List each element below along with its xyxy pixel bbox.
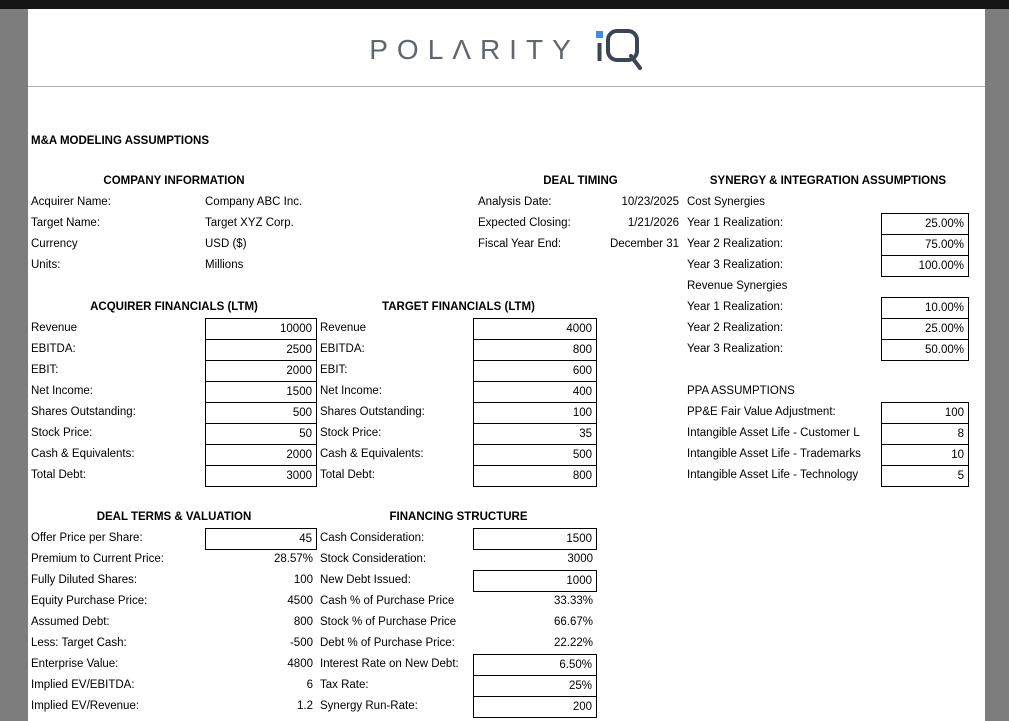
input-cell[interactable]: 45	[205, 528, 317, 550]
input-cell[interactable]: 5	[881, 465, 969, 487]
row-label: Cash & Equivalents:	[31, 448, 135, 460]
row-label: Year 1 Realization:	[687, 217, 784, 229]
value-cell: 4500	[287, 595, 313, 607]
row-label: Less: Target Cash:	[31, 637, 127, 649]
input-cell[interactable]: 75.00%	[881, 234, 969, 256]
row-label: Target Name:	[31, 217, 101, 229]
value-cell: 22.22%	[553, 637, 593, 649]
row-label: Intangible Asset Life - Customer L	[687, 427, 860, 439]
row-label: Units:	[31, 259, 61, 271]
input-cell[interactable]: 10000	[205, 318, 317, 340]
value-cell: 28.57%	[273, 553, 313, 565]
value-cell: 4800	[287, 658, 313, 670]
value-cell: -500	[289, 637, 313, 649]
value-cell: Company ABC Inc.	[205, 196, 303, 208]
row-label: Intangible Asset Life - Technology	[687, 469, 859, 481]
row-label: Stock Consideration:	[320, 553, 427, 565]
input-cell[interactable]: 100	[881, 402, 969, 424]
value-cell: 100	[293, 574, 313, 586]
page-title: M&A MODELING ASSUMPTIONS	[31, 135, 210, 147]
row-label: Offer Price per Share:	[31, 532, 143, 544]
row-label: Tax Rate:	[320, 679, 369, 691]
value-cell: 33.33%	[553, 595, 593, 607]
row-label: Analysis Date:	[478, 196, 552, 208]
value-cell: 10/23/2025	[621, 196, 679, 208]
row-label: Cash & Equivalents:	[320, 448, 424, 460]
row-label: Stock % of Purchase Price	[320, 616, 457, 628]
input-cell[interactable]: 200	[473, 696, 597, 718]
row-label: Shares Outstanding:	[320, 406, 425, 418]
row-label: EBITDA:	[320, 343, 365, 355]
section-header-deal-terms: DEAL TERMS & VALUATION	[96, 511, 252, 523]
input-cell[interactable]: 50	[205, 423, 317, 445]
input-cell[interactable]: 25.00%	[881, 213, 969, 235]
row-label: Implied EV/Revenue:	[31, 700, 140, 712]
subsection-label-revenue-synergies: Revenue Synergies	[687, 280, 788, 292]
logo-wordmark: POLΛRITY	[369, 34, 580, 65]
row-label: Synergy Run-Rate:	[320, 700, 418, 712]
spreadsheet-canvas	[28, 9, 985, 721]
value-cell: 1/21/2026	[627, 217, 679, 229]
input-cell[interactable]: 50.00%	[881, 339, 969, 361]
input-cell[interactable]: 1500	[205, 381, 317, 403]
row-label: Year 3 Realization:	[687, 343, 784, 355]
row-label: Intangible Asset Life - Trademarks	[687, 448, 861, 460]
row-label: Net Income:	[320, 385, 382, 397]
row-label: Premium to Current Price:	[31, 553, 164, 565]
value-cell: USD ($)	[205, 238, 247, 250]
input-cell[interactable]: 35	[473, 423, 597, 445]
value-cell: 6	[306, 679, 313, 691]
input-cell[interactable]: 1500	[473, 528, 597, 550]
row-label: New Debt Issued:	[320, 574, 411, 586]
input-cell[interactable]: 500	[473, 444, 597, 466]
section-header-synergy: SYNERGY & INTEGRATION ASSUMPTIONS	[709, 175, 947, 187]
value-cell: Millions	[205, 259, 244, 271]
company-logo	[28, 25, 985, 75]
row-label: Year 2 Realization:	[687, 238, 784, 250]
row-label: Assumed Debt:	[31, 616, 110, 628]
row-label: Total Debt:	[320, 469, 375, 481]
row-label: Stock Price:	[320, 427, 382, 439]
row-label: Acquirer Name:	[31, 196, 111, 208]
input-cell[interactable]: 6.50%	[473, 654, 597, 676]
input-cell[interactable]: 8	[881, 423, 969, 445]
input-cell[interactable]: 10.00%	[881, 297, 969, 319]
row-label: Stock Price:	[31, 427, 93, 439]
row-label: Interest Rate on New Debt:	[320, 658, 459, 670]
input-cell[interactable]: 400	[473, 381, 597, 403]
row-label: Cash % of Purchase Price	[320, 595, 455, 607]
row-label: Revenue	[320, 322, 367, 334]
header-divider	[28, 86, 985, 87]
section-header-deal-timing: DEAL TIMING	[543, 175, 618, 187]
input-cell[interactable]: 100	[473, 402, 597, 424]
polarity-iq-logo-icon	[594, 28, 644, 72]
value-cell: 1.2	[297, 700, 313, 712]
value-cell: Target XYZ Corp.	[205, 217, 294, 229]
row-label: EBIT:	[320, 364, 348, 376]
input-cell[interactable]: 800	[473, 465, 597, 487]
window-top-bar	[0, 0, 1009, 9]
input-cell[interactable]: 2500	[205, 339, 317, 361]
section-header-financing-structure: FINANCING STRUCTURE	[389, 511, 528, 523]
value-cell: 800	[293, 616, 313, 628]
row-label: Currency	[31, 238, 78, 250]
input-cell[interactable]: 600	[473, 360, 597, 382]
row-label: Fully Diluted Shares:	[31, 574, 138, 586]
input-cell[interactable]: 2000	[205, 444, 317, 466]
row-label: Enterprise Value:	[31, 658, 119, 670]
row-label: Year 3 Realization:	[687, 259, 784, 271]
input-cell[interactable]: 800	[473, 339, 597, 361]
row-label: PP&E Fair Value Adjustment:	[687, 406, 836, 418]
section-header-company-information: COMPANY INFORMATION	[103, 175, 245, 187]
input-cell[interactable]: 25.00%	[881, 318, 969, 340]
input-cell[interactable]: 500	[205, 402, 317, 424]
input-cell[interactable]: 100.00%	[881, 255, 969, 277]
row-label: Shares Outstanding:	[31, 406, 136, 418]
row-label: Net Income:	[31, 385, 93, 397]
row-label: Expected Closing:	[478, 217, 571, 229]
row-label: Fiscal Year End:	[478, 238, 562, 250]
value-cell: December 31	[609, 238, 679, 250]
row-label: EBIT:	[31, 364, 59, 376]
value-cell: 3000	[567, 553, 593, 565]
input-cell[interactable]: 4000	[473, 318, 597, 340]
row-label: Implied EV/EBITDA:	[31, 679, 135, 691]
row-label: Debt % of Purchase Price:	[320, 637, 455, 649]
row-label: Cash Consideration:	[320, 532, 425, 544]
row-label: Revenue	[31, 322, 78, 334]
row-label: EBITDA:	[31, 343, 76, 355]
subsection-label-cost-synergies: Cost Synergies	[687, 196, 765, 208]
value-cell: 66.67%	[553, 616, 593, 628]
row-label: Equity Purchase Price:	[31, 595, 148, 607]
row-label: Year 2 Realization:	[687, 322, 784, 334]
input-cell[interactable]: 2000	[205, 360, 317, 382]
section-header-acquirer-financials: ACQUIRER FINANCIALS (LTM)	[90, 301, 258, 313]
section-header-target-financials: TARGET FINANCIALS (LTM)	[382, 301, 535, 313]
input-cell[interactable]: 3000	[205, 465, 317, 487]
row-label: Total Debt:	[31, 469, 86, 481]
subsection-label-ppa-assumptions: PPA ASSUMPTIONS	[687, 385, 795, 397]
row-label: Year 1 Realization:	[687, 301, 784, 313]
input-cell[interactable]: 25%	[473, 675, 597, 697]
input-cell[interactable]: 10	[881, 444, 969, 466]
input-cell[interactable]: 1000	[473, 570, 597, 592]
